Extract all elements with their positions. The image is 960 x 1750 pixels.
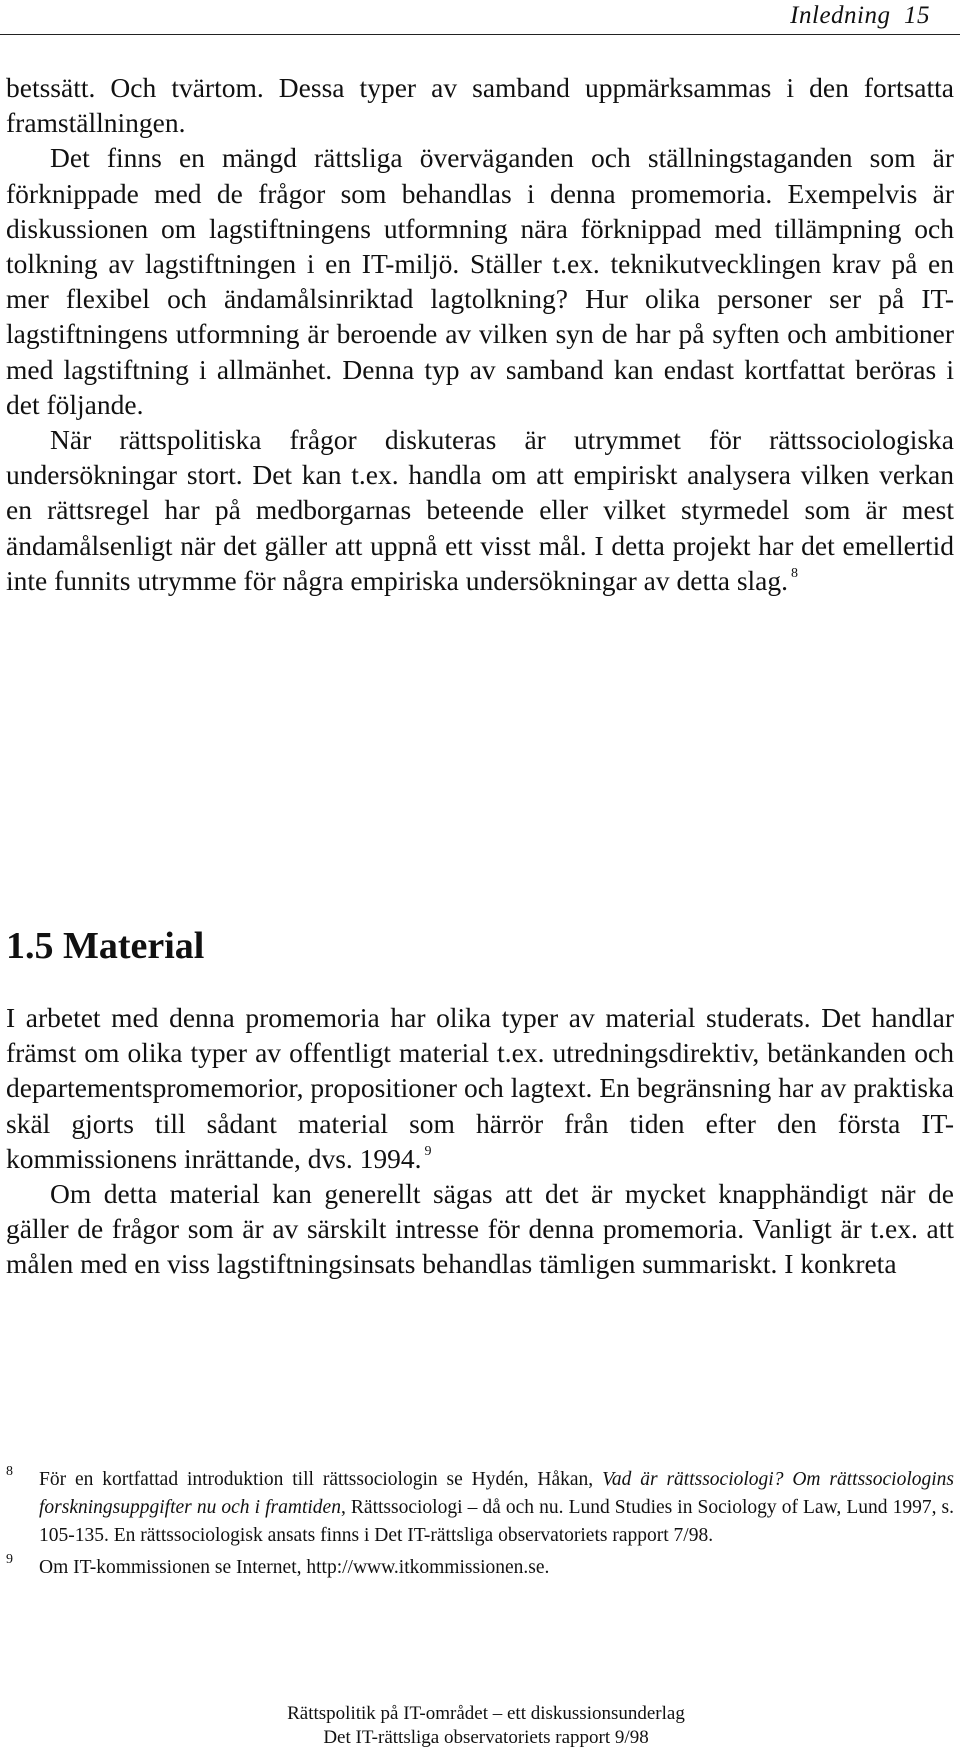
footnote-ref: 9 bbox=[424, 1143, 432, 1159]
page-header bbox=[0, 0, 960, 36]
footnote-number: 8 bbox=[6, 1464, 13, 1479]
running-head-title: Inledning bbox=[790, 2, 891, 29]
section-heading bbox=[6, 924, 204, 968]
running-head bbox=[790, 2, 930, 30]
footer-line: Det IT-rättsliga observatoriets rapport 9/98 bbox=[323, 1727, 649, 1748]
paragraph bbox=[6, 140, 954, 422]
footnote-text-tail: , Rättssociologi – då och nu. Lund Studies in Sociology of Law, Lund 1997, s. 105-135. En rättssociologisk ansats finns i Det IT-rättsliga observatoriets rapport 7/98. bbox=[39, 1497, 955, 1546]
paragraph-text: När rättspolitiska frågor diskuteras är utrymmet för rättssociologiska undersökningar stort. Det kan t.ex. handla om att empiriskt analysera vilken verkan en rättsregel har på medborgarnas beteende eller vilket styrmedel som är mest ändamålsenligt när det gäller att uppnå ett visst mål. I detta projekt har det emellertid inte funnits utrymme för några empiriska undersökningar av detta slag. bbox=[6, 424, 954, 596]
footer-line: Rättspolitik på IT-området – ett diskussionsunderlag bbox=[287, 1703, 685, 1724]
paragraph bbox=[6, 70, 954, 140]
paragraph bbox=[6, 422, 954, 598]
paragraph bbox=[6, 1000, 954, 1176]
header-rule bbox=[0, 34, 960, 35]
footnote-number: 9 bbox=[6, 1552, 13, 1567]
section-title: Material bbox=[63, 925, 205, 967]
footnote-ref: 8 bbox=[791, 565, 799, 581]
footnote-title: Vad är rättssociologi? Om rättssociologins forskningsuppgifter nu och i framtiden bbox=[39, 1469, 954, 1518]
section-number: 1.5 bbox=[6, 925, 54, 967]
paragraph-text: Det finns en mängd rättsliga överväganden och ställningstaganden som är förknippade med de frågor som behandlas i denna promemoria. Exempelvis är diskussionen om lagstiftningens utformning nära förknippad med tillämpning och tolkning av lagstiftningen i en IT-miljö. Ställer t.ex. teknikutvecklingen krav på en mer flexibel och ändamålsinriktad lagtolkning? Hur olika personer ser på IT-lagstiftningens utformning är beroende av vilken syn de har på syften och ambitioner med lagstiftning i allmänhet. Denna typ av samband kan endast kortfattat beröras i det följande. bbox=[6, 142, 954, 420]
footnote bbox=[6, 1466, 954, 1550]
paragraph-text: betssätt. Och tvärtom. Dessa typer av samband uppmärksammas i den fortsatta framställningen. bbox=[6, 72, 954, 139]
footnotes bbox=[6, 1466, 954, 1586]
paragraph bbox=[6, 1176, 954, 1282]
body-text-top bbox=[6, 70, 954, 598]
section-paragraphs-visible bbox=[6, 1000, 954, 1282]
page-footer bbox=[0, 1702, 960, 1750]
footnote-text: För en kortfattad introduktion till rättssociologin se Hydén, Håkan, bbox=[39, 1469, 603, 1490]
footnote-text: Om IT-kommissionen se Internet, http://www.itkommissionen.se. bbox=[39, 1557, 550, 1578]
paragraph-text: I arbetet med denna promemoria har olika typer av material studerats. Det handlar främst om olika typer av offentligt material t.ex. utredningsdirektiv, betänkanden och departementspromemorior, propositioner och lagtext. En begränsning har av praktiska skäl gjorts till sådant material som härrör från tiden efter den första IT-kommissionens inrättande, dvs. 1994. bbox=[6, 1002, 954, 1174]
page-number: 15 bbox=[904, 2, 930, 29]
footnote bbox=[6, 1554, 954, 1582]
paragraph-text: Om detta material kan generellt sägas att det är mycket knapphändigt när de gäller de frågor som är av särskilt intresse för denna promemoria. Vanligt är t.ex. att målen med en viss lagstiftningsinsats behandlas tämligen summariskt. I konkreta bbox=[6, 1178, 954, 1280]
